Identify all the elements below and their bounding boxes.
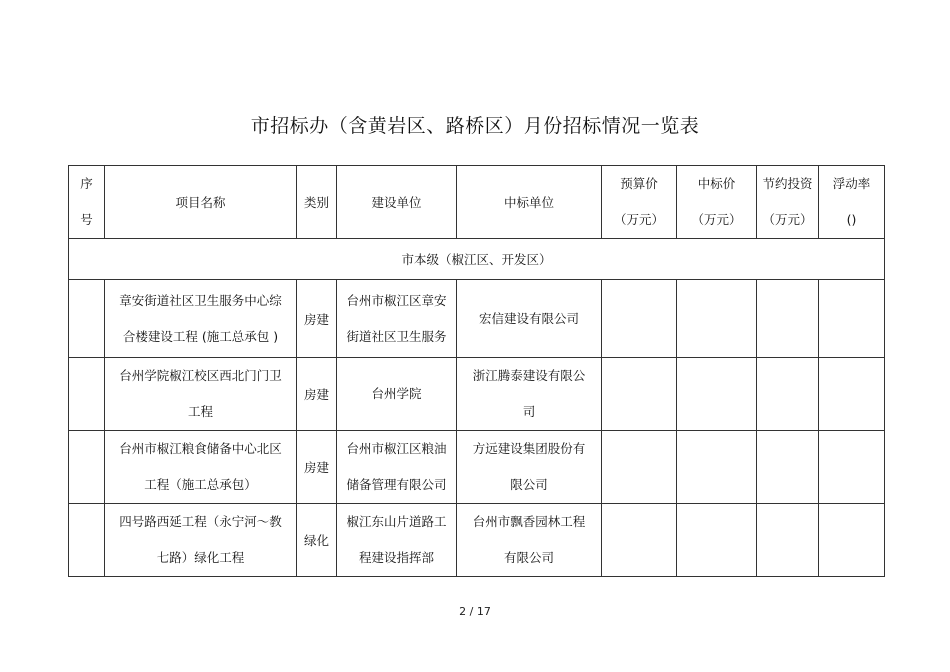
cell-saving <box>757 280 819 358</box>
cell-float <box>819 504 885 577</box>
page-number: 2 / 17 <box>459 605 491 618</box>
cell-seq <box>69 504 105 577</box>
cell-builder: 椒江东山片道路工 程建设指挥部 <box>337 504 457 577</box>
cell-seq <box>69 280 105 358</box>
header-row <box>69 166 885 239</box>
cell-winner: 浙江腾泰建设有限公 司 <box>457 358 602 431</box>
cell-winner: 台州市飘香园林工程 有限公司 <box>457 504 602 577</box>
header-category: 类别 <box>297 166 337 239</box>
cell-builder: 台州市椒江区章安 街道社区卫生服务 <box>337 280 457 358</box>
cell-bid <box>677 504 757 577</box>
cell-budget <box>602 280 677 358</box>
header-saving: 节约投资 （万元） <box>757 166 819 239</box>
cell-bid <box>677 280 757 358</box>
table-row <box>69 431 885 504</box>
cell-project: 台州学院椒江校区西北门门卫 工程 <box>105 358 297 431</box>
cell-category: 房建 <box>297 358 337 431</box>
cell-saving <box>757 504 819 577</box>
page-title: 市招标办（含黄岩区、路桥区）月份招标情况一览表 <box>250 115 700 137</box>
cell-seq <box>69 358 105 431</box>
cell-float <box>819 280 885 358</box>
cell-budget <box>602 358 677 431</box>
cell-bid <box>677 358 757 431</box>
cell-category: 绿化 <box>297 504 337 577</box>
cell-float <box>819 431 885 504</box>
cell-winner: 方远建设集团股份有 限公司 <box>457 431 602 504</box>
cell-saving <box>757 358 819 431</box>
cell-builder: 台州学院 <box>337 358 457 431</box>
cell-builder: 台州市椒江区粮油 储备管理有限公司 <box>337 431 457 504</box>
cell-budget <box>602 504 677 577</box>
header-winner: 中标单位 <box>457 166 602 239</box>
cell-winner: 宏信建设有限公司 <box>457 280 602 358</box>
header-budget: 预算价 （万元） <box>602 166 677 239</box>
section-label: 市本级（椒江区、开发区） <box>69 239 885 280</box>
header-builder: 建设单位 <box>337 166 457 239</box>
cell-category: 房建 <box>297 280 337 358</box>
cell-project: 台州市椒江粮食储备中心北区 工程（施工总承包） <box>105 431 297 504</box>
header-bid: 中标价 （万元） <box>677 166 757 239</box>
header-float: 浮动率 () <box>819 166 885 239</box>
cell-saving <box>757 431 819 504</box>
section-row <box>69 239 885 280</box>
cell-seq <box>69 431 105 504</box>
cell-budget <box>602 431 677 504</box>
table-row <box>69 358 885 431</box>
table-row <box>69 280 885 358</box>
cell-bid <box>677 431 757 504</box>
tender-table <box>68 165 885 577</box>
header-seq: 序 号 <box>69 166 105 239</box>
cell-category: 房建 <box>297 431 337 504</box>
header-project: 项目名称 <box>105 166 297 239</box>
table-row <box>69 504 885 577</box>
cell-project: 四号路西延工程（永宁河～教 七路）绿化工程 <box>105 504 297 577</box>
cell-float <box>819 358 885 431</box>
cell-project: 章安街道社区卫生服务中心综 合楼建设工程 (施工总承包 ) <box>105 280 297 358</box>
